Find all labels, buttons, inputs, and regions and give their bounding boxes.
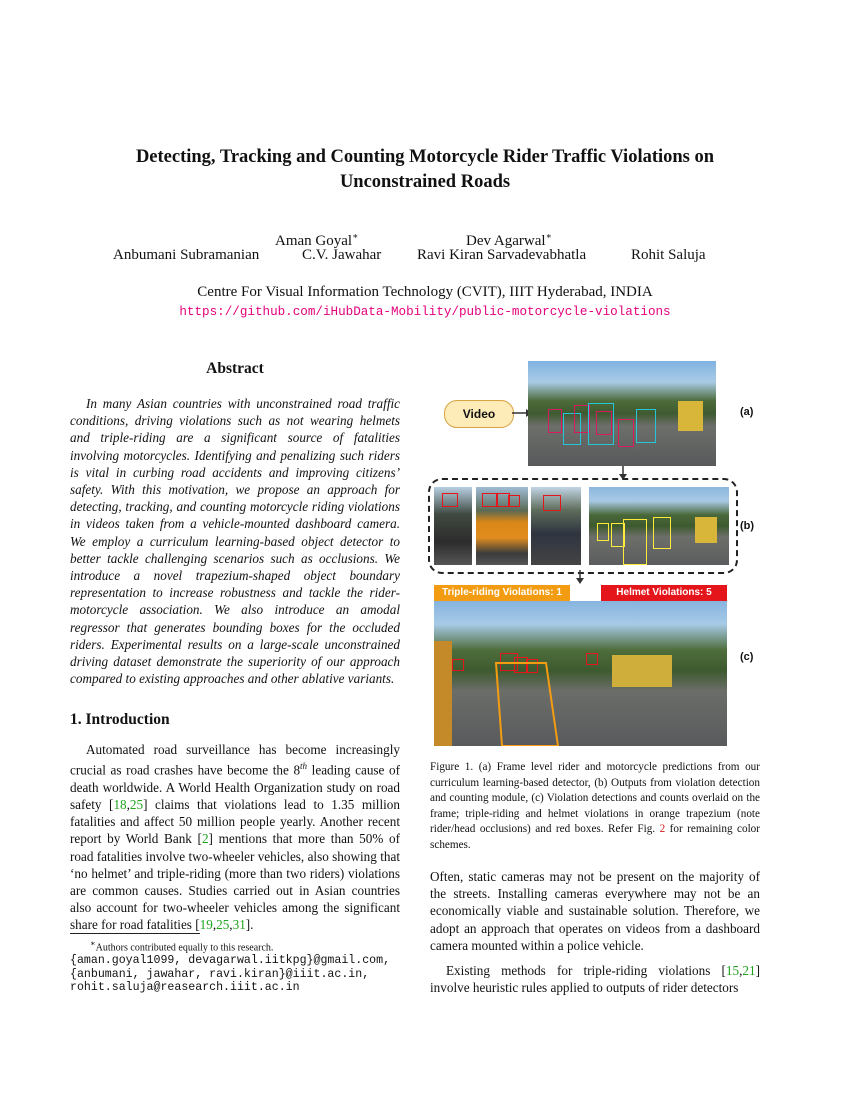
citation-link[interactable]: 18 [113,797,127,812]
author-anbumani: Anbumani Subramanian [113,247,260,263]
crop-image [476,487,528,565]
citation-link[interactable]: 31 [232,917,246,933]
video-label-box: Video [444,400,514,428]
affiliation: Centre For Visual Information Technology (CVIT), IIIT Hyderabad, INDIA [197,284,653,300]
citation-link[interactable]: 15 [725,963,740,979]
citation-link[interactable]: 21 [742,963,756,979]
repo-link[interactable]: https://github.com/iHubData-Mobility/public-motorcycle-violations [179,305,671,319]
panel-label-b: (b) [740,520,755,532]
paragraph: Existing methods for triple-riding violations [15,21] involve heuristic rules applied to outputs of rider detectors [430,963,760,996]
paper-title: Detecting, Tracking and Counting Motorcycle Rider Traffic Violations on Unconstrained Roads [135,147,715,192]
author-dev-agarwal: Dev Agarwal∗ [466,231,552,249]
abstract-heading: Abstract [206,360,264,377]
frame-image-a [528,361,716,466]
trapezium-overlay [434,601,727,746]
panel-label-c: (c) [740,651,754,663]
author-ravi-kiran: Ravi Kiran Sarvadevabhatla [417,247,587,263]
citation-link[interactable]: 19 [199,917,213,933]
figure-ref-link[interactable]: 2 [659,823,666,836]
email-line: {aman.goyal1099, devagarwal.iitkpg}@gmail.com, [70,954,391,968]
helmet-violations-banner: Helmet Violations: 5 [601,585,727,601]
frame-image-c [434,601,727,746]
citation-link[interactable]: 25 [129,797,144,812]
arrow-down-icon [574,570,586,584]
crop-image [434,487,472,565]
intro-paragraph: Automated road surveillance has become increasingly crucial as road crashes have become the 8th leading cause of death worldwide. A World Health Organization study on road safety [18,25] claims that violations lead to 1.35 million fatalities and affect 50 million people yearly. Another recent report by World Bank [2] mentions that more than 50% of road fatalities involve two-wheeler vehicles, also showing that ‘no helmet’ and triple-riding (more than two riders) violations are common causes. Studies carried out in Asian countries also account for two-wheeler vehicles among the significant share for road fatalities [19,25,31]. [70,742,401,933]
panel-label-a: (a) [740,406,754,418]
citation-link[interactable]: 25 [216,917,230,933]
email-line: {anbumani, jawahar, ravi.kiran}@iiit.ac.in, [70,967,370,981]
paragraph: Often, static cameras may not be present on the majority of the streets. Installing cameras everywhere may not be an economically viable and sustainable solution. Therefore, we adopt an approach that operates on videos from a dashboard camera mounted within a police vehicle. [430,869,760,953]
frame-image-b [589,487,729,565]
figure-caption: Figure 1. (a) Frame level rider and motorcycle predictions from our curriculum learning-based detector, (b) Outputs from violation detection and counting module, (c) Violation detections and counts overlaid on the frame; triple-riding and helmet violations in orange trapezium (note rider/head occlusions) and red boxes. Refer Fig. 2 for remaining color schemes. [430,761,761,851]
right-column-body [430,868,760,1004]
citation-link[interactable]: 2 [201,831,209,847]
triple-riding-banner: Triple-riding Violations: 1 [434,585,570,601]
intro-heading: 1. Introduction [70,711,170,728]
author-jawahar: C.V. Jawahar [302,247,382,263]
author-aman-goyal: Aman Goyal∗ [275,231,359,249]
footnote: ∗Authors contributed equally to this research. {aman.goyal1099, devagarwal.iitkpg}@gmail.com, {anbumani, jawahar, ravi.kiran}@iiit.ac.in, rohit.saluja@reasearch.iiit.ac.in [70,937,410,995]
author-rohit-saluja: Rohit Saluja [631,247,706,263]
email-line: rohit.saluja@reasearch.iiit.ac.in [70,981,300,995]
footnote-rule [70,933,200,934]
abstract-text: In many Asian countries with unconstrained road traffic conditions, driving violations such as not wearing helmets and triple-riding are a significant source of fatalities involving motorcycles. Identifying and penalizing such riders is vital in curbing road accidents and improving citizens’ safety. With this motivation, we propose an approach for detecting, tracking, and counting motorcycle riding violations in videos taken from a vehicle-mounted dashboard camera. We employ a curriculum learning-based object detector to better tackle challenging scenarios such as occlusions. We introduce a novel trapezium-shaped object boundary representation to increase robustness and tackle the rider-motorcycle association. We also introduce an amodal regressor that generates bounding boxes for the occluded riders. Experimental results on a large-scale unconstrained driving dataset demonstrate the superiority of our approach compared to existing approaches and other ablative variants. [70,396,400,687]
crop-image [531,487,581,565]
